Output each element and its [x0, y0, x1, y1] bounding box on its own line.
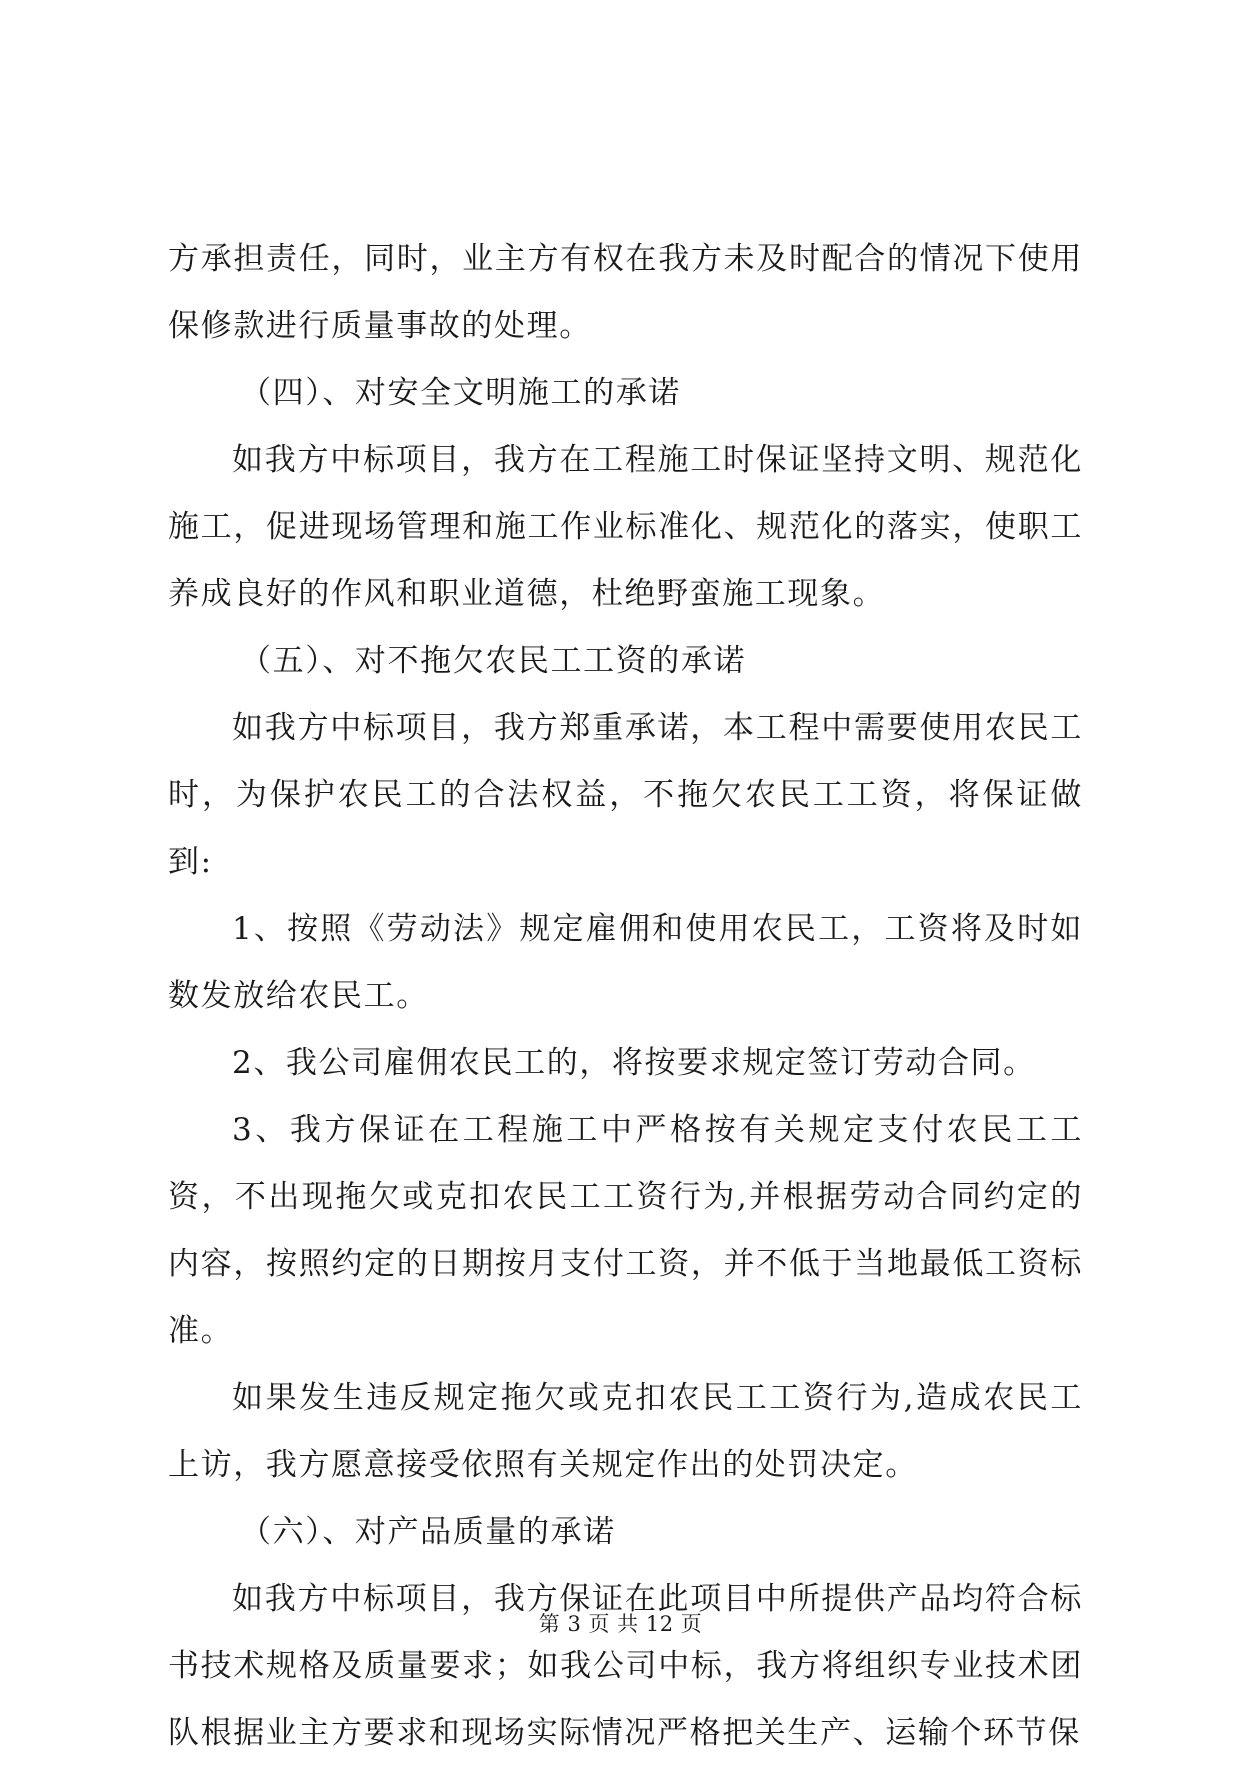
section-heading-six: （六）、对产品质量的承诺 — [240, 1514, 616, 1550]
paragraph-civilized-construction: 如我方中标项目，我方在工程施工时保证坚持文明、规范化施工，促进现场管理和施工作业标准化、规范化的落实，使职工养成良好的作风和职业道德，杜绝野蛮施工现象。 — [168, 442, 1083, 612]
document-body — [168, 226, 1083, 1767]
paragraph-wage-commitment: 如我方中标项目，我方郑重承诺，本工程中需要使用农民工时，为保护农民工的合法权益，不拖欠农民工工资，将保证做到: — [168, 710, 1083, 880]
list-item-2: 2、我公司雇佣农民工的，将按要求规定签订劳动合同。 — [232, 1045, 1036, 1081]
section-heading-four: （四）、对安全文明施工的承诺 — [240, 375, 681, 411]
page-footer: 第 3 页 共 12 页 — [538, 1612, 703, 1636]
list-item-3: 3、我方保证在工程施工中严格按有关规定支付农民工工资，不出现拖欠或克扣农民工工资行为,并根据劳动合同约定的内容，按照约定的日期按月支付工资，并不低于当地最低工资标准。 — [168, 1112, 1083, 1349]
paragraph-continuation: 方承担责任，同时，业主方有权在我方未及时配合的情况下使用保修款进行质量事故的处理。 — [168, 241, 1083, 344]
section-heading-five: （五）、对不拖欠农民工工资的承诺 — [240, 643, 747, 679]
paragraph-product-quality: 如我方中标项目，我方保证在此项目中所提供产品均符合标书技术规格及质量要求；如我公司中标，我方将组织专业技术团队根据业主方要求和现场实际情况严格把关生产、运输个环节保 — [168, 1581, 1083, 1751]
list-item-1: 1、按照《劳动法》规定雇佣和使用农民工，工资将及时如数发放给农民工。 — [168, 911, 1083, 1014]
paragraph-penalty: 如果发生违反规定拖欠或克扣农民工工资行为,造成农民工上访，我方愿意接受依照有关规定作出的处罚决定。 — [168, 1380, 1083, 1483]
